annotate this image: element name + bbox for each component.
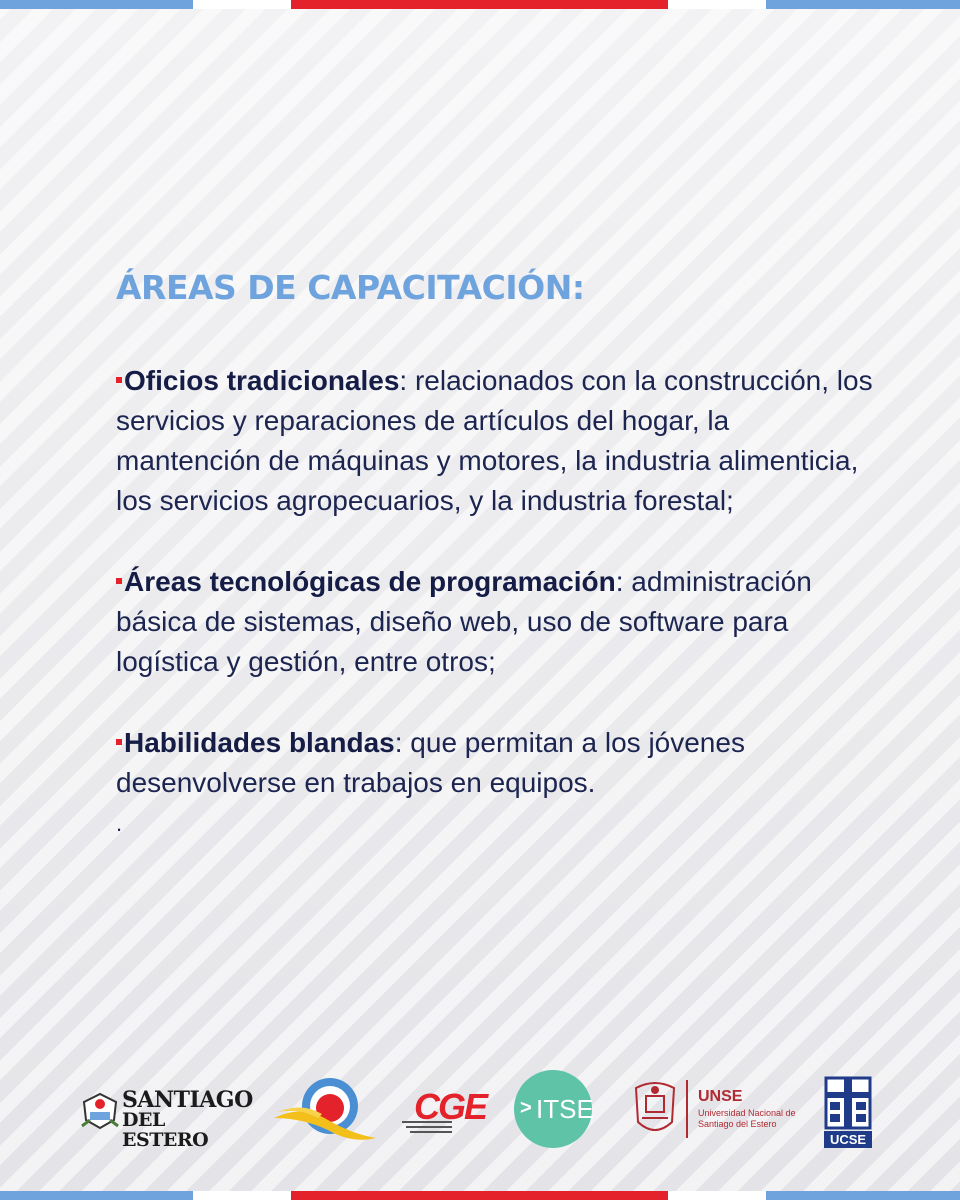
santiago-del-estero-logo [80, 1087, 253, 1151]
page-heading: ÁREAS DE CAPACITACIÓN: [116, 268, 585, 307]
chevron-right-icon: > [520, 1097, 532, 1119]
item-title: Áreas tecnológicas de programación [124, 566, 616, 597]
bullet-icon [116, 578, 122, 584]
list-item-oficios [116, 361, 876, 521]
santiago-line2: DEL ESTERO [122, 1109, 209, 1151]
item-text: : que permitan a los jóvenes desenvolverse en trabajos en equipos. [116, 727, 745, 798]
item-text: : administración básica de sistemas, diseño web, uso de software para logística y gestión, entre otros; [116, 566, 812, 677]
trailing-dot: . [116, 811, 123, 836]
cge-text: CGE [413, 1086, 486, 1127]
ucse-logo [824, 1076, 872, 1148]
main-content [116, 268, 876, 856]
ucse-emblem-icon [824, 1076, 872, 1130]
bullet-icon [116, 739, 122, 745]
itse-text: ITSE [536, 1094, 594, 1124]
ucse-text: UCSE [824, 1131, 872, 1148]
divider [686, 1080, 688, 1138]
top-flag-stripe [0, 0, 960, 9]
list-item-areas-tecnologicas [116, 562, 876, 682]
unse-subtitle: Universidad Nacional de Santiago del Estero [698, 1108, 796, 1129]
coat-of-arms-icon [80, 1090, 120, 1132]
santiago-line1: SANTIAGO [122, 1087, 253, 1113]
bottom-flag-stripe [0, 1191, 960, 1200]
item-title: Habilidades blandas [124, 727, 395, 758]
unse-title: UNSE [698, 1088, 743, 1105]
argentina-logo [272, 1074, 380, 1144]
argentina-sun-icon [272, 1074, 380, 1144]
item-title: Oficios tradicionales [124, 365, 400, 396]
cge-logo [402, 1088, 486, 1134]
item-text: : relacionados con la construcción, los servicios y reparaciones de artículos del hogar, la mantención de máquinas y motores, la industria alimenticia, los servicios agropecuarios, y la industria forestal; [116, 365, 873, 516]
bullet-icon [116, 377, 122, 383]
unse-logo [630, 1078, 796, 1140]
logo-row [0, 1068, 960, 1151]
itse-logo [514, 1070, 592, 1148]
unse-seal-icon [630, 1078, 680, 1140]
list-item-habilidades [116, 723, 876, 803]
